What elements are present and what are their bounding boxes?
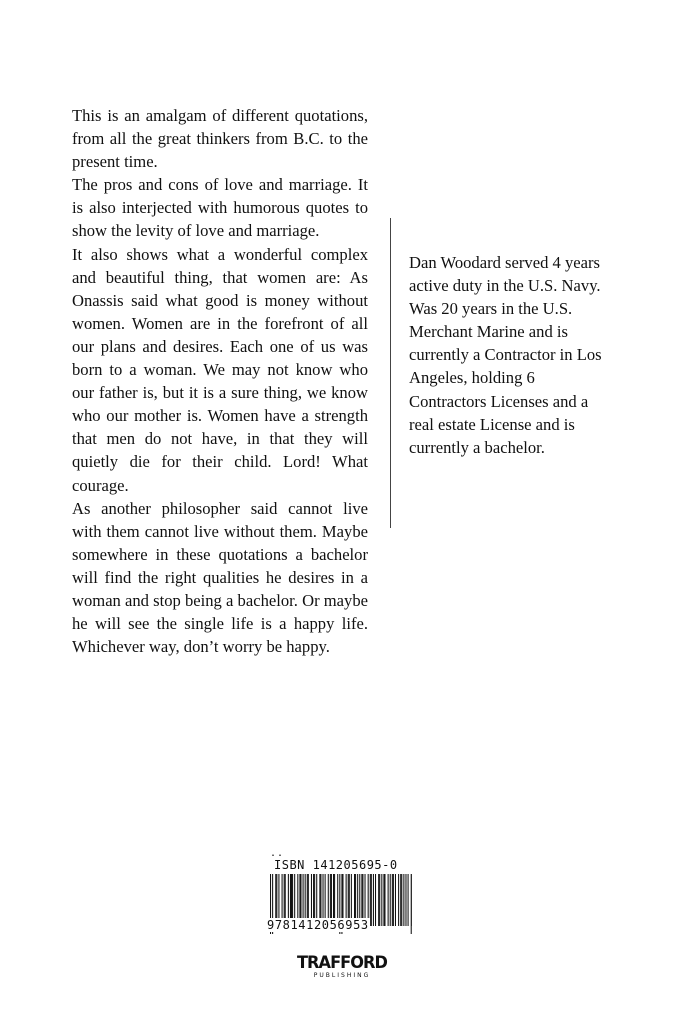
blurb-paragraph: It also shows what a wonderful complex and beautiful thing, that women are: As Onassis said what good is money without women. Women are in the forefront of all our plans and desires. Each one of us was born to a woman. We may not know who our father is, but it is a sure thing, we know who our mother is. Women have a strength that men do not have, in that they will quietly die for their child. Lord! What courage. [72,244,368,495]
publisher-name: TRAFFORD [296,953,387,973]
author-bio: Dan Woodard served 4 years active duty in the U.S. Navy. Was 20 years in the U.S. Merchant Marine and is currently a Contractor in Los Angeles, holding 6 Contractors Licenses and a real estate License and is currently a bachelor. [409,253,602,457]
barcode-digits-text: 9781412056953 [267,918,369,932]
column-divider [390,218,391,528]
barcode-mark: .. [270,848,285,859]
publisher-logo [292,954,392,980]
blurb-paragraph: This is an amalgam of different quotations, from all the great thinkers from B.C. to the present time. [72,106,368,172]
blurb-paragraph: As another philosopher said cannot live with them cannot live without them. Maybe somewhere in these quotations a bachelor will find the right qualities he desires in a woman and stop being a bachelor. Or maybe he will see the single life is a happy life. Whichever way, don’t worry be happy. [72,498,368,657]
barcode-digits [266,918,416,932]
back-cover-blurb [72,104,368,658]
isbn-label: ISBN 141205695-0 [274,858,398,872]
publisher-subtitle: PUBLISHING [313,972,371,979]
blurb-paragraph: The pros and cons of love and marriage. It is also interjected with humorous quotes to show the levity of love and marriage. [72,175,368,241]
isbn-barcode [266,850,416,932]
